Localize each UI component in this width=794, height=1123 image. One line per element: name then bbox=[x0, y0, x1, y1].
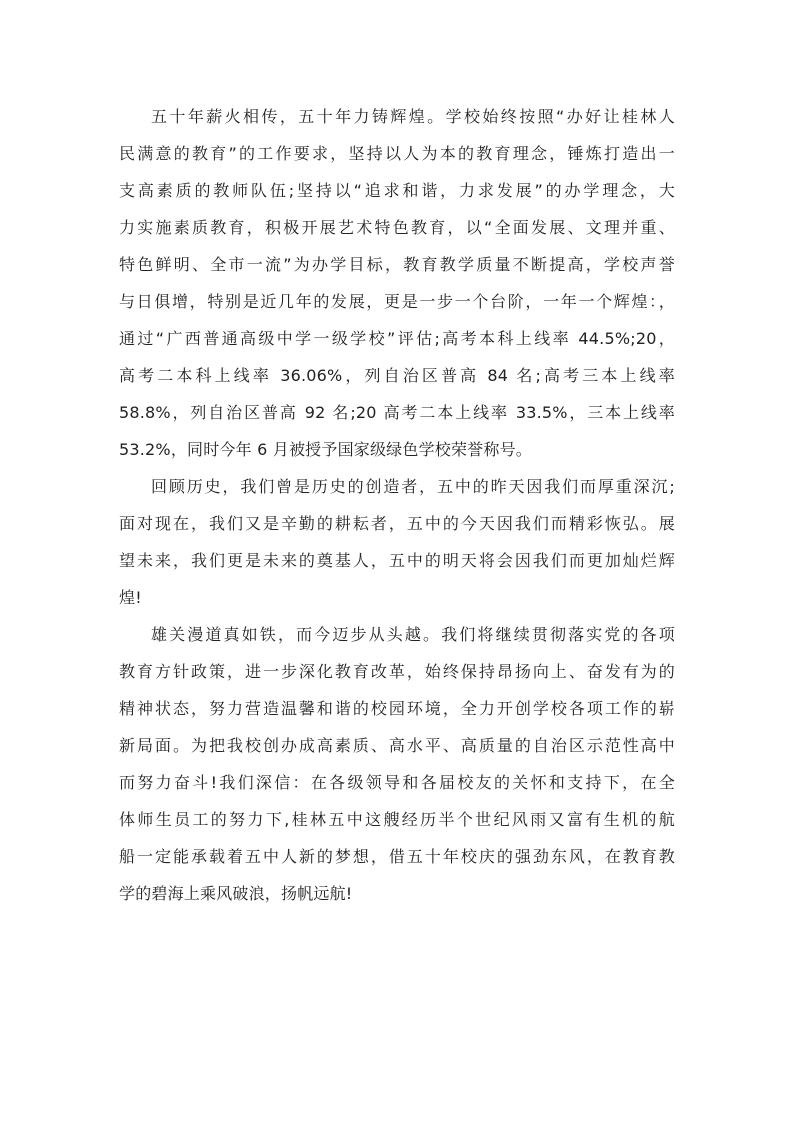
text-line: 高考二本科上线率 36.06%，列自治区普高 84 名;高考三本上线率 bbox=[119, 366, 675, 385]
text-line: 新局面。为把我校创办成高素质、高水平、高质量的自治区示范性高中 bbox=[119, 736, 675, 755]
text-line: 船一定能承载着五中人新的梦想，借五十年校庆的强劲东风，在教育教 bbox=[119, 847, 675, 866]
text-line: 支高素质的教师队伍;坚持以“追求和谐，力求发展”的办学理念，大 bbox=[119, 181, 675, 200]
text-line: 特色鲜明、全市一流”为办学目标，教育教学质量不断提高，学校声誉 bbox=[119, 255, 675, 274]
text-line: 而努力奋斗!我们深信：在各级领导和各届校友的关怀和支持下，在全 bbox=[119, 773, 675, 792]
text-line: 学的碧海上乘风破浪，扬帆远航! bbox=[119, 884, 353, 903]
text-line: 体师生员工的努力下,桂林五中这艘经历半个世纪风雨又富有生机的航 bbox=[119, 810, 675, 829]
text-line: 煌! bbox=[119, 588, 142, 607]
text-line: 回顾历史，我们曾是历史的创造者，五中的昨天因我们而厚重深沉; bbox=[151, 477, 675, 496]
text-line: 雄关漫道真如铁，而今迈步从头越。我们将继续贯彻落实党的各项 bbox=[151, 625, 675, 644]
paragraph-3 bbox=[119, 616, 675, 912]
paragraph-1 bbox=[119, 98, 675, 468]
text-line: 五十年薪火相传，五十年力铸辉煌。学校始终按照“办好让桂林人 bbox=[151, 107, 675, 126]
text-line: 精神状态，努力营造温馨和谐的校园环境，全力开创学校各项工作的崭 bbox=[119, 699, 675, 718]
text-line: 面对现在，我们又是辛勤的耕耘者，五中的今天因我们而精彩恢弘。展 bbox=[119, 514, 675, 533]
text-line: 58.8%，列自治区普高 92 名;20 高考二本上线率 33.5%，三本上线率 bbox=[119, 403, 675, 422]
text-line: 通过“广西普通高级中学一级学校”评估;高考本科上线率 44.5%;20， bbox=[119, 329, 675, 348]
document-page bbox=[119, 98, 675, 912]
text-line: 与日俱增，特别是近几年的发展，更是一步一个台阶，一年一个辉煌：， bbox=[119, 292, 675, 311]
paragraph-2 bbox=[119, 468, 675, 616]
text-line: 教育方针政策，进一步深化教育改革，始终保持昂扬向上、奋发有为的 bbox=[119, 662, 675, 681]
text-line: 53.2%，同时今年 6 月被授予国家级绿色学校荣誉称号。 bbox=[119, 440, 532, 459]
text-line: 望未来，我们更是未来的奠基人，五中的明天将会因我们而更加灿烂辉 bbox=[119, 551, 675, 570]
text-line: 力实施素质教育，积极开展艺术特色教育，以“全面发展、文理并重、 bbox=[119, 218, 675, 237]
text-line: 民满意的教育”的工作要求，坚持以人为本的教育理念，锤炼打造出一 bbox=[119, 144, 675, 163]
